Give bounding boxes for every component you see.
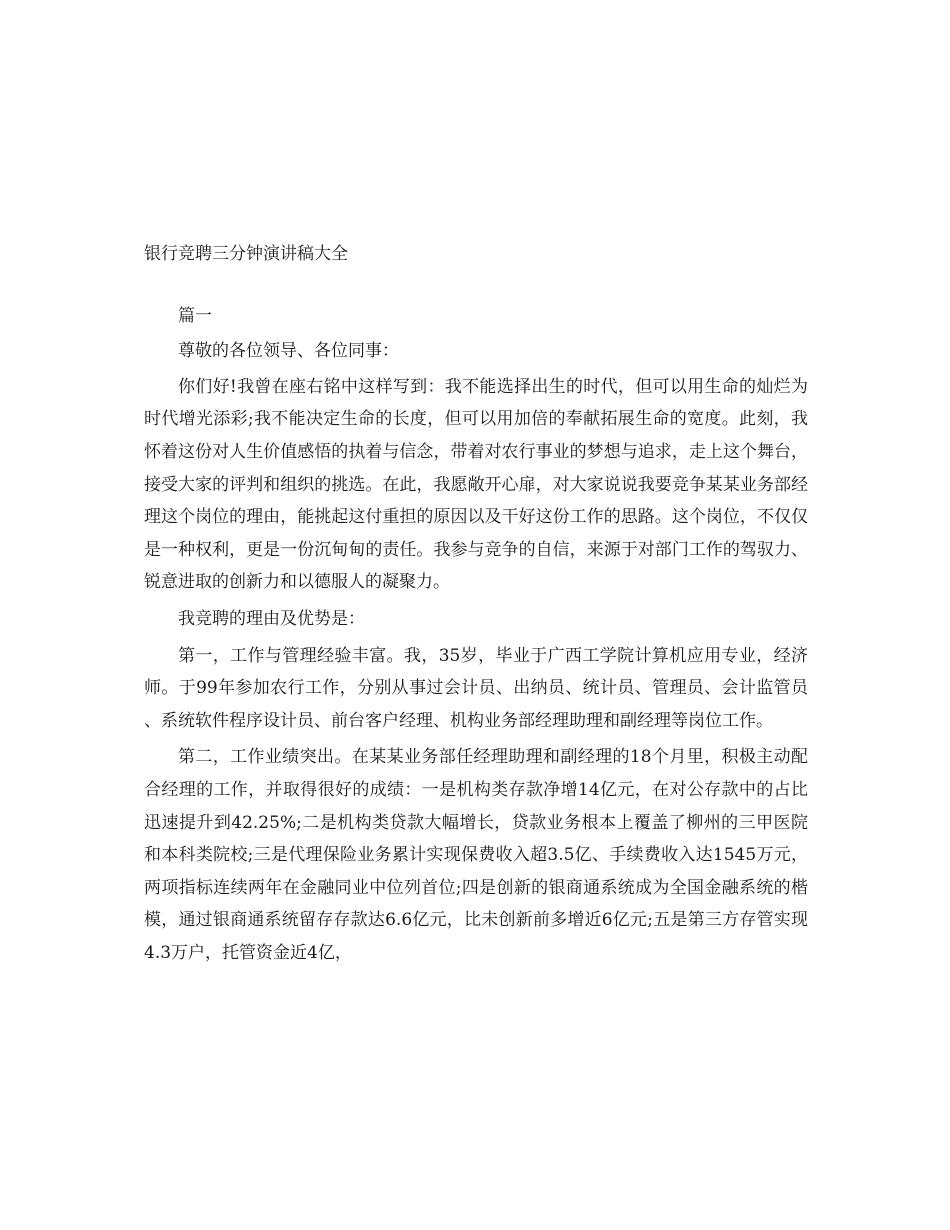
document-body: [144, 238, 808, 969]
reason-two-paragraph: 第二，工作业绩突出。在某某业务部任经理助理和副经理的18个月里，积极主动配合经理的工作，并取得很好的成绩：一是机构类存款净增14亿元，在对公存款中的占比迅速提升到42.25%;二是机构类贷款大幅增长，贷款业务根本上覆盖了柳州的三甲医院和本科类院校;三是代理保险业务累计实现保费收入超3.5亿、手续费收入达1545万元，两项指标连续两年在金融同业中位列首位;四是创新的银商通系统成为全国金融系统的楷模，通过银商通系统留存存款达6.6亿元，比未创新前多增近6亿元;五是第三方存管实现4.3万户，托管资金近4亿，: [144, 747, 808, 963]
section-heading: 篇一: [178, 305, 212, 326]
reason-one-paragraph: 第一，工作与管理经验丰富。我，35岁，毕业于广西工学院计算机应用专业，经济师。于99年参加农行工作，分别从事过会计员、出纳员、统计员、管理员、会计监管员、系统软件程序设计员、前台客户经理、机构业务部经理助理和副经理等岗位工作。: [144, 645, 808, 731]
greeting-line: 尊敬的各位领导、各位同事：: [178, 341, 399, 362]
intro-paragraph: 你们好!我曾在座右铭中这样写到：我不能选择出生的时代，但可以用生命的灿烂为时代增光添彩;我不能决定生命的长度，但可以用加倍的奉献拓展生命的宽度。此刻，我怀着这份对人生价值感悟的执着与信念，带着对农行事业的梦想与追求，走上这个舞台，接受大家的评判和组织的挑选。在此，我愿敞开心扉，对大家说说我要竞争某某业务部经理这个岗位的理由，能挑起这付重担的原因以及干好这份工作的思路。这个岗位，不仅仅是一种权利，更是一份沉甸甸的责任。我参与竞争的自信，来源于对部门工作的驾驭力、锐意进取的创新力和以德服人的凝聚力。: [144, 376, 808, 593]
document-title: 银行竞聘三分钟演讲稿大全: [144, 244, 348, 264]
reasons-intro-paragraph: 我竞聘的理由及优势是：: [178, 608, 365, 629]
